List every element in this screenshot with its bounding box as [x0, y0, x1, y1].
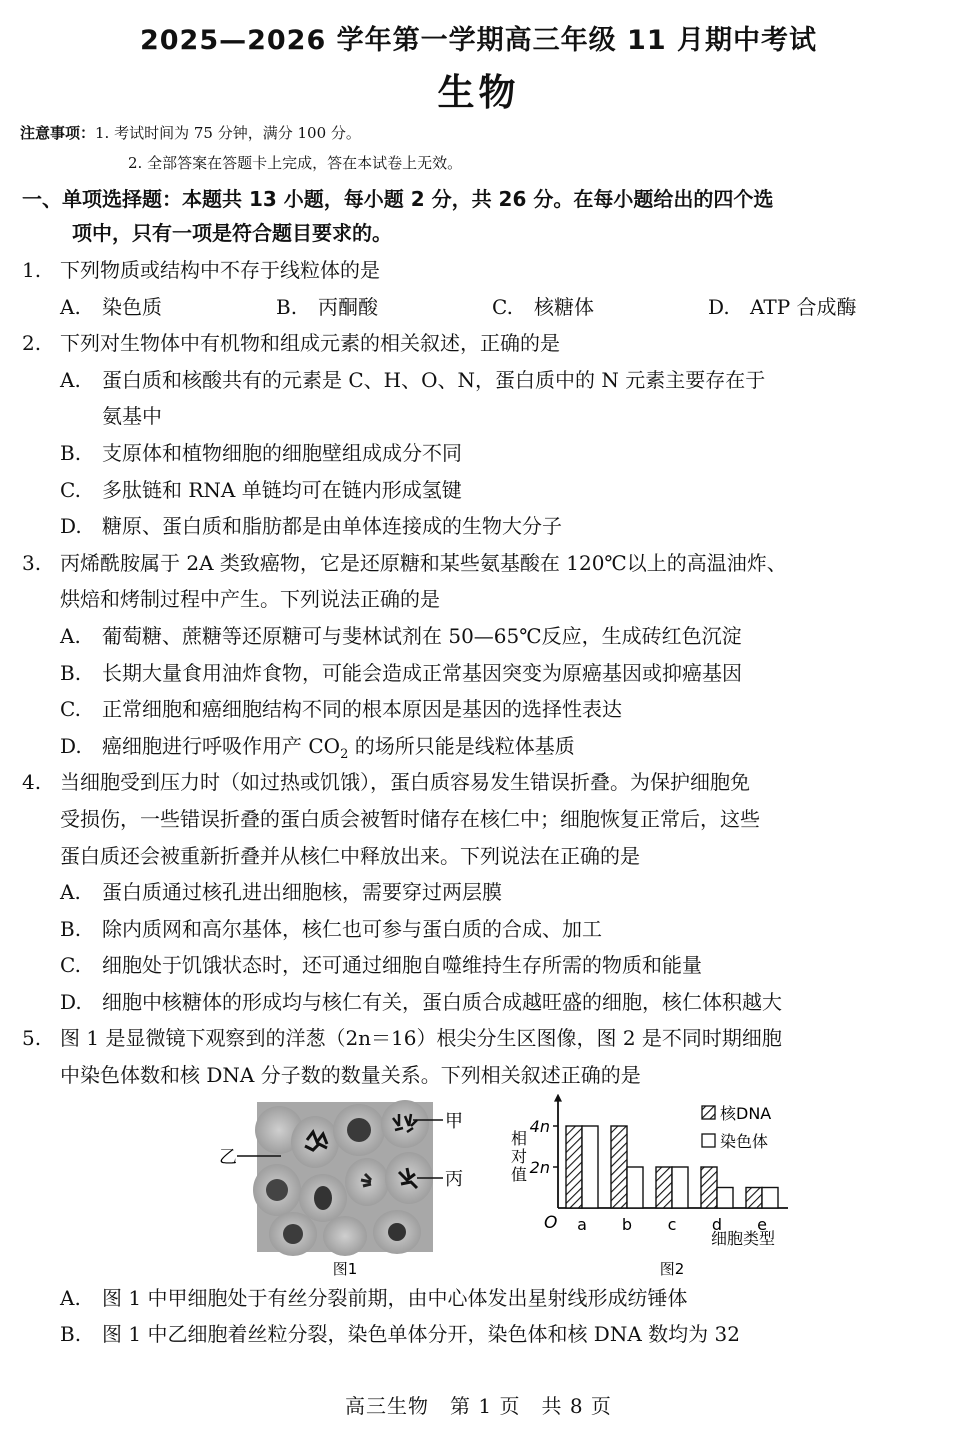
notes-block — [20, 120, 462, 180]
option-label: A. — [60, 880, 81, 905]
bar-chromosome — [762, 1187, 778, 1208]
option-label: B. — [60, 660, 82, 685]
option-text: 支原体和植物细胞的细胞壁组成成分不同 — [102, 440, 462, 465]
option-text: 蛋白质通过核孔进出细胞核，需要穿过两层膜 — [102, 880, 502, 905]
option-label: A. — [60, 1285, 81, 1310]
subscript: 2 — [340, 746, 349, 762]
option-text: 长期大量食用油炸食物，可能会造成正常基因突变为原癌基因或抑癌基因 — [102, 660, 742, 685]
category-label: a — [577, 1214, 587, 1234]
question-3-stem — [22, 545, 937, 582]
option-d — [22, 508, 937, 545]
exam-title: 2025—2026 学年第一学期高三年级 11 月期中考试 — [139, 25, 818, 56]
option-label: B. — [60, 916, 82, 941]
bar-chromosome — [672, 1167, 688, 1208]
option-text: 图 1 中甲细胞处于有丝分裂前期，由中心体发出星射线形成纺锤体 — [102, 1285, 688, 1310]
bar-chromosome — [582, 1126, 598, 1208]
subject-title: 生物 — [437, 71, 520, 114]
option-label: D. — [60, 989, 82, 1014]
y-tick-label: 4n — [529, 1116, 550, 1136]
notes-label: 注意事项： — [20, 124, 96, 142]
option-d — [22, 984, 937, 1021]
option-text: 丙酮酸 — [318, 294, 378, 319]
option-b — [22, 1316, 937, 1353]
label-bing: 丙 — [445, 1168, 463, 1190]
option-label: C. — [60, 953, 81, 978]
question-4-stem-continued: 蛋白质还会被重新折叠并从核仁中释放出来。下列说法在正确的是 — [60, 843, 640, 868]
option-text: 细胞中核糖体的形成均与核仁有关，蛋白质合成越旺盛的细胞，核仁体积越大 — [102, 989, 782, 1014]
question-3-stem-continued: 烘焙和烤制过程中产生。下列说法正确的是 — [60, 587, 440, 612]
question-1-options — [22, 289, 937, 326]
legend-swatch-dna — [702, 1106, 715, 1119]
option-label: D. — [708, 294, 730, 319]
section-heading-line: 一、单项选择题：本题共 13 小题，每小题 2 分，共 26 分。在每小题给出的四个选 — [22, 187, 774, 211]
option-a — [22, 1280, 937, 1317]
category-label: c — [667, 1214, 677, 1234]
question-text: 当细胞受到压力时（如过热或饥饿），蛋白质容易发生错误折叠。为保护细胞免 — [60, 770, 750, 795]
option-label: A. — [60, 294, 81, 319]
option-label: B. — [276, 294, 298, 319]
category-label: d — [711, 1214, 723, 1234]
option-text: 糖原、蛋白质和脂肪都是由单体连接成的生物大分子 — [102, 514, 562, 539]
section-heading — [22, 182, 937, 250]
category-label: b — [621, 1214, 633, 1234]
option-text: 葡萄糖、蔗糖等还原糖可与斐林试剂在 50—65℃反应，生成砖红色沉淀 — [102, 623, 742, 648]
figure-2-caption: 图2 — [659, 1259, 685, 1278]
bar-dna — [611, 1126, 627, 1208]
figure-1 — [217, 1094, 487, 1280]
option-label: A. — [60, 623, 81, 648]
question-4-stem-continued: 受损伤，一些错误折叠的蛋白质会被暂时储存在核仁中；细胞恢复正常后，这些 — [60, 806, 760, 831]
option-text: 染色质 — [102, 294, 162, 319]
option-a — [22, 618, 937, 655]
option-a — [22, 874, 937, 911]
option-label: B. — [60, 1322, 82, 1347]
section-heading-line: 项中，只有一项是符合题目要求的。 — [72, 221, 392, 245]
y-axis-arrow — [554, 1094, 562, 1102]
option-c — [22, 947, 937, 984]
questions — [22, 252, 937, 1353]
option-d — [708, 289, 857, 326]
option-c — [22, 691, 937, 728]
option-text: 除内质网和高尔基体，核仁也可参与蛋白质的合成、加工 — [102, 916, 602, 941]
bar-dna — [656, 1167, 672, 1208]
figures-row — [22, 1094, 937, 1280]
option-b — [22, 435, 937, 472]
question-number: 1. — [22, 258, 42, 282]
bar-dna — [746, 1187, 762, 1208]
option-label: D. — [60, 514, 82, 539]
note-item: 2. 全部答案在答题卡上完成，答在本试卷上无效。 — [128, 154, 463, 172]
option-text: 正常细胞和癌细胞结构不同的根本原因是基因的选择性表达 — [102, 697, 622, 722]
option-text: ATP 合成酶 — [750, 294, 857, 319]
y-axis-label: 相对值 — [508, 1129, 528, 1184]
y-tick-label: 2n — [529, 1157, 550, 1177]
label-yi: 乙 — [219, 1146, 237, 1168]
bar-dna — [566, 1126, 582, 1208]
question-number: 4. — [22, 770, 42, 795]
note-item: 1. 考试时间为 75 分钟，满分 100 分。 — [95, 124, 361, 142]
option-label: C. — [492, 294, 513, 319]
question-2-stem — [22, 325, 937, 362]
question-number: 5. — [22, 1026, 42, 1051]
legend-label-dna: 核DNA — [720, 1103, 772, 1123]
option-label: A. — [60, 367, 81, 392]
option-text: 多肽链和 RNA 单链均可在链内形成氢键 — [102, 477, 462, 502]
figure-2-chart — [488, 1094, 788, 1280]
bar-chromosome — [717, 1187, 733, 1208]
question-text: 下列对生物体中有机物和组成元素的相关叙述，正确的是 — [60, 331, 560, 356]
x-axis-label: 细胞类型 — [710, 1228, 776, 1248]
option-text: 核糖体 — [534, 294, 594, 319]
option-a — [60, 289, 276, 326]
option-a — [22, 362, 937, 399]
option-label: B. — [60, 440, 82, 465]
question-text: 丙烯酰胺属于 2A 类致癌物，它是还原糖和某些氨基酸在 120℃以上的高温油炸、 — [60, 550, 787, 575]
bar-dna — [701, 1167, 717, 1208]
option-c — [492, 289, 708, 326]
legend-label-chromosome: 染色体 — [720, 1131, 769, 1151]
option-text: 癌细胞进行呼吸作用产 CO — [102, 733, 341, 758]
option-a-continued: 氨基中 — [102, 404, 162, 429]
question-5-stem — [22, 1020, 937, 1057]
question-1-stem — [22, 252, 937, 289]
legend-swatch-chromosome — [702, 1134, 715, 1147]
option-label: D. — [60, 733, 82, 758]
option-d — [22, 728, 937, 765]
option-text: 图 1 中乙细胞着丝粒分裂，染色单体分开，染色体和核 DNA 数均为 32 — [102, 1322, 740, 1347]
category-label: e — [757, 1214, 767, 1234]
page-footer: 高三生物 第 1 页 共 8 页 — [345, 1394, 612, 1418]
option-b — [22, 655, 937, 692]
question-text: 图 1 是显微镜下观察到的洋葱（2n＝16）根尖分生区图像，图 2 是不同时期细胞 — [60, 1026, 782, 1051]
bar-chromosome — [627, 1167, 643, 1208]
question-5-stem-continued: 中染色体数和核 DNA 分子数的数量关系。下列相关叙述正确的是 — [60, 1063, 641, 1088]
option-label: C. — [60, 477, 81, 502]
question-text: 下列物质或结构中不存于线粒体的是 — [60, 258, 380, 282]
origin-label: O — [544, 1212, 558, 1233]
label-jia: 甲 — [445, 1110, 463, 1132]
option-text: 的场所只能是线粒体基质 — [348, 733, 575, 758]
option-b — [22, 911, 937, 948]
question-number: 2. — [22, 331, 42, 356]
option-b — [276, 289, 492, 326]
option-c — [22, 472, 937, 509]
question-4-stem — [22, 764, 937, 801]
figure-1-caption: 图1 — [332, 1259, 358, 1278]
option-label: C. — [60, 697, 81, 722]
option-text: 蛋白质和核酸共有的元素是 C、H、O、N，蛋白质中的 N 元素主要存在于 — [102, 367, 766, 392]
question-number: 3. — [22, 550, 42, 575]
option-text: 细胞处于饥饿状态时，还可通过细胞自噬维持生存所需的物质和能量 — [102, 953, 702, 978]
